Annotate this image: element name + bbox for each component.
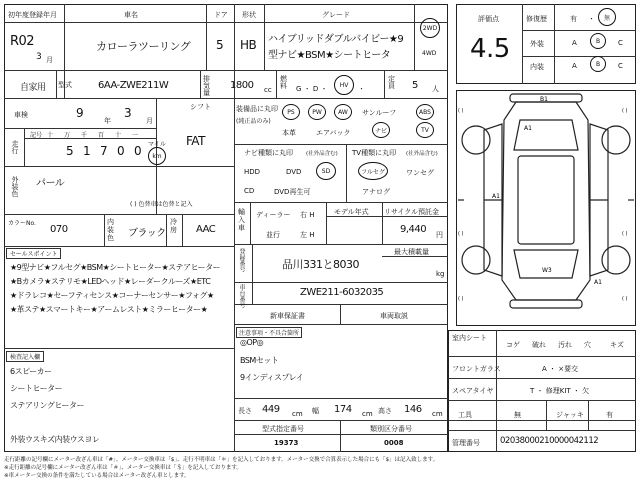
divider — [346, 144, 347, 202]
vehicle-name: カローラツーリング — [96, 40, 191, 53]
color-change-note: ( ) 色替車は色替と記入 — [130, 201, 193, 208]
divider — [200, 70, 201, 98]
inspector-note-line: シートヒーター — [10, 384, 63, 393]
damage-mark-a1-front: A1 — [524, 125, 532, 132]
damage-mark-a1-rear: A1 — [594, 279, 602, 286]
divider — [234, 434, 448, 435]
seat-item: コゲ — [506, 341, 520, 349]
equipment-circle: TV — [416, 122, 434, 138]
fuel-hv-circle: HV — [334, 75, 354, 95]
spare-tire-value: T ・ 修理KIT ・ 欠 — [530, 387, 590, 395]
equipment-circle: AW — [334, 104, 352, 120]
import-right: 右 H — [300, 211, 315, 219]
interior-grade-b-circle: B — [590, 56, 606, 72]
svg-text:( ): ( ) — [622, 231, 628, 237]
class-no-label: 類別区分番号 — [370, 425, 412, 433]
repair-sep: ・ — [588, 15, 595, 23]
divider — [276, 70, 277, 98]
divider — [448, 420, 636, 421]
divider — [234, 324, 448, 325]
seat-item: 破れ — [532, 341, 546, 349]
shape-value: HB — [240, 38, 257, 52]
grade-line2: 型ナビ★BSM★シートヒータ — [268, 50, 391, 61]
repair-yes: 有 — [570, 15, 577, 23]
mileage-unit-mile: マイル — [148, 141, 166, 148]
divider — [234, 420, 448, 421]
svg-text:( ): ( ) — [458, 108, 464, 114]
footer-note-1: 走行距離の記号欄にメーター改ざん車は「#」、メーター交換車は「$」、走行不明車は「＊」を記入しております。メーター交換で合算表示した場合にも「$」は記入致します。 — [4, 457, 439, 463]
sales-point-line: ★Bカメラ★ステリモ★LEDヘッド★レーダークルーズ★ETC — [10, 277, 211, 286]
chassis-label: 車台番号 — [238, 284, 245, 308]
model-year-label: モデル年式 — [334, 208, 369, 216]
manage-no-label: 管理番号 — [452, 439, 480, 447]
exterior-grade-c: C — [618, 39, 623, 47]
nav-sd-circle: SD — [316, 162, 336, 180]
capacity-value: 5 — [412, 80, 418, 91]
divider — [234, 304, 448, 305]
divider — [4, 128, 156, 129]
tv-type-sub: (社外品含む) — [406, 151, 438, 157]
import-left: 左 H — [300, 231, 315, 239]
footer-note-3: ※車メーター交換の条件を満たしている場合はメーター改ざん車とします。 — [4, 473, 190, 479]
divider — [4, 246, 234, 247]
jack-value: 有 — [606, 411, 613, 419]
import-parallel: 並行 — [266, 231, 280, 239]
divider — [4, 348, 234, 349]
svg-text:( ): ( ) — [622, 296, 628, 302]
interior-grade-label: 内装 — [530, 63, 544, 71]
divider — [4, 166, 234, 167]
warranty-label: 新車保証書 — [270, 312, 305, 320]
doors-value: 5 — [216, 38, 224, 52]
front-glass-value: A ・ ×要交 — [542, 365, 579, 373]
nav-cd: CD — [244, 187, 255, 195]
tools-label: 工具 — [458, 411, 472, 419]
capacity-unit: 人 — [432, 85, 439, 93]
equipment-circle: ABS — [416, 104, 434, 120]
import-label: 輸入車 — [238, 208, 245, 232]
inspection-month-unit: 月 — [146, 117, 153, 125]
divider — [496, 330, 497, 452]
fuel-after: ・ — [358, 85, 365, 93]
divider — [546, 400, 547, 430]
inspector-note-line: 外装ウスキズ内装ウスヨレ — [10, 435, 100, 444]
mileage-digit-head: 十 — [47, 132, 54, 139]
divider — [448, 378, 636, 379]
footer-note-2: ※走行距離の記号欄にメーター改ざん車は「＃」、メーター交換車は「＄」を記入しております。 — [4, 465, 242, 471]
divider — [554, 4, 555, 84]
exterior-color: パール — [36, 178, 65, 189]
divider — [182, 214, 183, 246]
first-reg-label: 初年度登録年月 — [8, 11, 57, 19]
divider — [4, 70, 448, 71]
interior-grade-c: C — [618, 62, 623, 70]
notes-label: 注意事項・不具合箇所 — [236, 327, 302, 338]
tv-analog: アナログ — [362, 188, 390, 196]
divider — [234, 398, 448, 399]
defect-note-line: ◎OP◎ — [240, 338, 264, 347]
width-value: 174 — [334, 404, 352, 415]
sales-point-line: ★9型ナビ★フルセグ★BSM★シートヒーター★ステアヒーター — [10, 263, 221, 272]
damage-mark-w3: W3 — [542, 267, 552, 274]
shift-value: FAT — [186, 134, 205, 148]
divider — [252, 244, 253, 304]
mileage-digit: 0 — [134, 144, 142, 158]
inspector-label: 検査記入欄 — [6, 351, 44, 362]
mileage-label: 走行 — [11, 140, 19, 154]
divider — [104, 214, 105, 246]
score-value: 4.5 — [470, 34, 510, 64]
mileage-digit: 5 — [66, 144, 74, 158]
interior-color: ブラック — [128, 228, 166, 239]
divider — [234, 144, 448, 145]
mileage-digit-head: 記号 — [30, 132, 43, 139]
divider — [166, 214, 167, 246]
equipment-label: 装備品に丸印 — [236, 105, 278, 113]
plate-label: 登録番号 — [238, 248, 245, 272]
shape-label: 形状 — [242, 11, 256, 19]
equipment-circle: PW — [308, 104, 326, 120]
divider — [382, 202, 383, 244]
sales-point-line: ★革ステ★スマートキー★アームレスト★ミラーヒーター★ — [10, 305, 208, 314]
divider — [206, 4, 207, 70]
length-value: 449 — [262, 404, 280, 415]
fuel-options: G ・ D ・ — [296, 85, 328, 93]
nav-type-label: ナビ種類に丸印 — [244, 149, 293, 157]
inspection-month: 3 — [124, 106, 132, 120]
inspection-year-unit: 年 — [104, 117, 111, 125]
mileage-digit-head: 百 — [98, 132, 105, 139]
first-reg-month: 3 — [36, 52, 42, 62]
width-unit: cm — [362, 410, 373, 418]
exterior-grade-a: A — [572, 39, 577, 47]
jack-label: ジャッキ — [556, 411, 584, 419]
capacity-label: 定員 — [388, 75, 395, 90]
seat-item: 汚れ — [558, 341, 572, 349]
length-label: 長さ — [238, 407, 252, 415]
mileage-digit: 7 — [100, 144, 108, 158]
shift-label: シフト — [190, 103, 211, 111]
divider — [234, 202, 448, 203]
height-unit: cm — [432, 410, 443, 418]
equipment-item: エアバック — [316, 129, 351, 137]
import-dealer: ディーラー — [256, 211, 291, 219]
name-label: 車名 — [124, 11, 138, 19]
manage-no: 02038000210000042112 — [500, 436, 599, 446]
defect-note-line: 9インディスプレイ — [240, 373, 304, 382]
svg-text:( ): ( ) — [458, 296, 464, 302]
equipment-circle: ナビ — [372, 122, 390, 138]
tv-type-label: TV種類に丸印 — [352, 149, 397, 157]
car-damage-diagram — [456, 90, 636, 326]
exterior-grade-label: 外装 — [530, 40, 544, 48]
mileage-digit-head: 万 — [64, 132, 71, 139]
type-no: 19373 — [274, 439, 299, 447]
ac-value: AAC — [196, 224, 216, 235]
equipment-item: 本革 — [282, 129, 296, 137]
divider — [264, 4, 265, 70]
inspection-year: 9 — [76, 106, 84, 120]
divider — [522, 4, 523, 84]
class-no: 0008 — [384, 439, 404, 447]
drive-2wd-circle: 2WD — [420, 18, 440, 38]
front-glass-label: フロントガラス — [452, 365, 501, 373]
inspection-label: 車検 — [14, 111, 28, 119]
tv-oneseg: ワンセグ — [406, 169, 434, 177]
interior-color-label: 内装色 — [107, 218, 114, 242]
first-reg-year: R02 — [10, 34, 35, 49]
mileage-digit: 1 — [83, 144, 91, 158]
color-no: 070 — [50, 224, 68, 235]
manual-label: 車両取説 — [380, 312, 408, 320]
divider — [588, 400, 589, 430]
recycle-value: 9,440 — [400, 224, 427, 235]
divider — [234, 244, 448, 245]
seat-item: 穴 — [584, 341, 591, 349]
plate-value: 品川331と8030 — [282, 258, 359, 271]
equipment-sub: (純正品のみ) — [236, 118, 271, 125]
divider — [414, 4, 415, 70]
grade-label: グレード — [322, 11, 350, 19]
tools-value: 無 — [514, 411, 521, 419]
displacement-unit: cc — [264, 86, 272, 94]
inspector-note-line: 6スピーカー — [10, 367, 52, 376]
mileage-digit-head: 十 — [115, 132, 122, 139]
repair-label: 修復歴 — [526, 15, 547, 23]
first-reg-month-unit: 月 — [46, 56, 53, 64]
svg-text:( ): ( ) — [458, 231, 464, 237]
divider — [448, 430, 636, 431]
max-load-unit: kg — [436, 270, 445, 278]
inspector-note-line: ステアリングヒーター — [10, 401, 85, 410]
height-value: 146 — [404, 404, 422, 415]
defect-note-line: BSMセット — [240, 356, 279, 365]
color-no-label: カラーNo. — [8, 220, 36, 227]
mileage-km-circle: km — [148, 147, 166, 165]
nav-hdd: HDD — [244, 168, 261, 176]
interior-seat-label: 室内シート — [452, 334, 487, 342]
divider — [522, 56, 636, 57]
divider — [340, 420, 341, 452]
exterior-color-label: 外装色 — [11, 176, 19, 197]
mileage-digit: 0 — [117, 144, 125, 158]
score-label: 評価点 — [478, 15, 499, 23]
chassis-value: ZWE211-6032035 — [300, 287, 384, 298]
type-no-label: 型式指定番号 — [262, 425, 304, 433]
displacement-value: 1800 — [230, 80, 254, 91]
usage-value: 自家用 — [20, 83, 46, 93]
damage-mark-a1-left: A1 — [492, 193, 500, 200]
width-label: 幅 — [312, 407, 319, 415]
max-load-label: 最大積載量 — [394, 248, 429, 256]
doors-label: ドア — [214, 11, 228, 19]
height-label: 高さ — [378, 407, 392, 415]
model-value: 6AA-ZWE211W — [98, 80, 169, 91]
spare-tire-label: スペアタイヤ — [452, 387, 494, 395]
fuel-label: 燃料 — [280, 75, 287, 90]
repair-no-circle: 無 — [598, 8, 616, 26]
equipment-sunroof: サンルーフ — [362, 109, 397, 117]
divider — [24, 128, 25, 166]
damage-mark-b1: B1 — [540, 96, 548, 103]
model-label: 型式 — [58, 81, 72, 89]
nav-dvd: DVD — [286, 168, 302, 176]
divider — [448, 400, 636, 401]
seat-item: キズ — [610, 341, 624, 349]
equipment-circle: PS — [282, 104, 300, 120]
divider — [250, 202, 251, 244]
grade-line1: ハイブリッドダブルバイビー★9 — [268, 34, 404, 45]
tv-fullseg-circle: フルセグ — [358, 162, 388, 180]
recycle-unit: 円 — [436, 231, 443, 239]
interior-grade-a: A — [572, 62, 577, 70]
divider — [234, 282, 448, 283]
divider — [384, 70, 385, 98]
recycle-label: リサイクル預託金 — [384, 208, 440, 216]
sales-points-label: セールスポイント — [6, 248, 61, 259]
drive-4wd: 4WD — [422, 50, 437, 57]
length-unit: cm — [292, 410, 303, 418]
divider — [522, 30, 636, 31]
svg-text:( ): ( ) — [622, 108, 628, 114]
divider — [56, 70, 57, 98]
mileage-digit-head: 千 — [81, 132, 88, 139]
nav-type-sub: (社外品含む) — [306, 151, 338, 157]
divider — [4, 22, 448, 23]
divider — [4, 98, 448, 99]
mileage-digit-head: 一 — [132, 132, 139, 139]
sales-point-line: ★ドラレコ★セーフティセンス★コーナーセンサー★フォグ★ — [10, 291, 214, 300]
displacement-label: 排気量 — [203, 75, 210, 97]
exterior-grade-b-circle: B — [590, 33, 606, 49]
divider — [340, 304, 341, 324]
nav-dvd-play: DVD再生可 — [274, 188, 311, 196]
divider — [448, 356, 636, 357]
ac-label: 冷房 — [170, 218, 177, 234]
divider — [4, 214, 234, 215]
divider — [326, 202, 327, 244]
